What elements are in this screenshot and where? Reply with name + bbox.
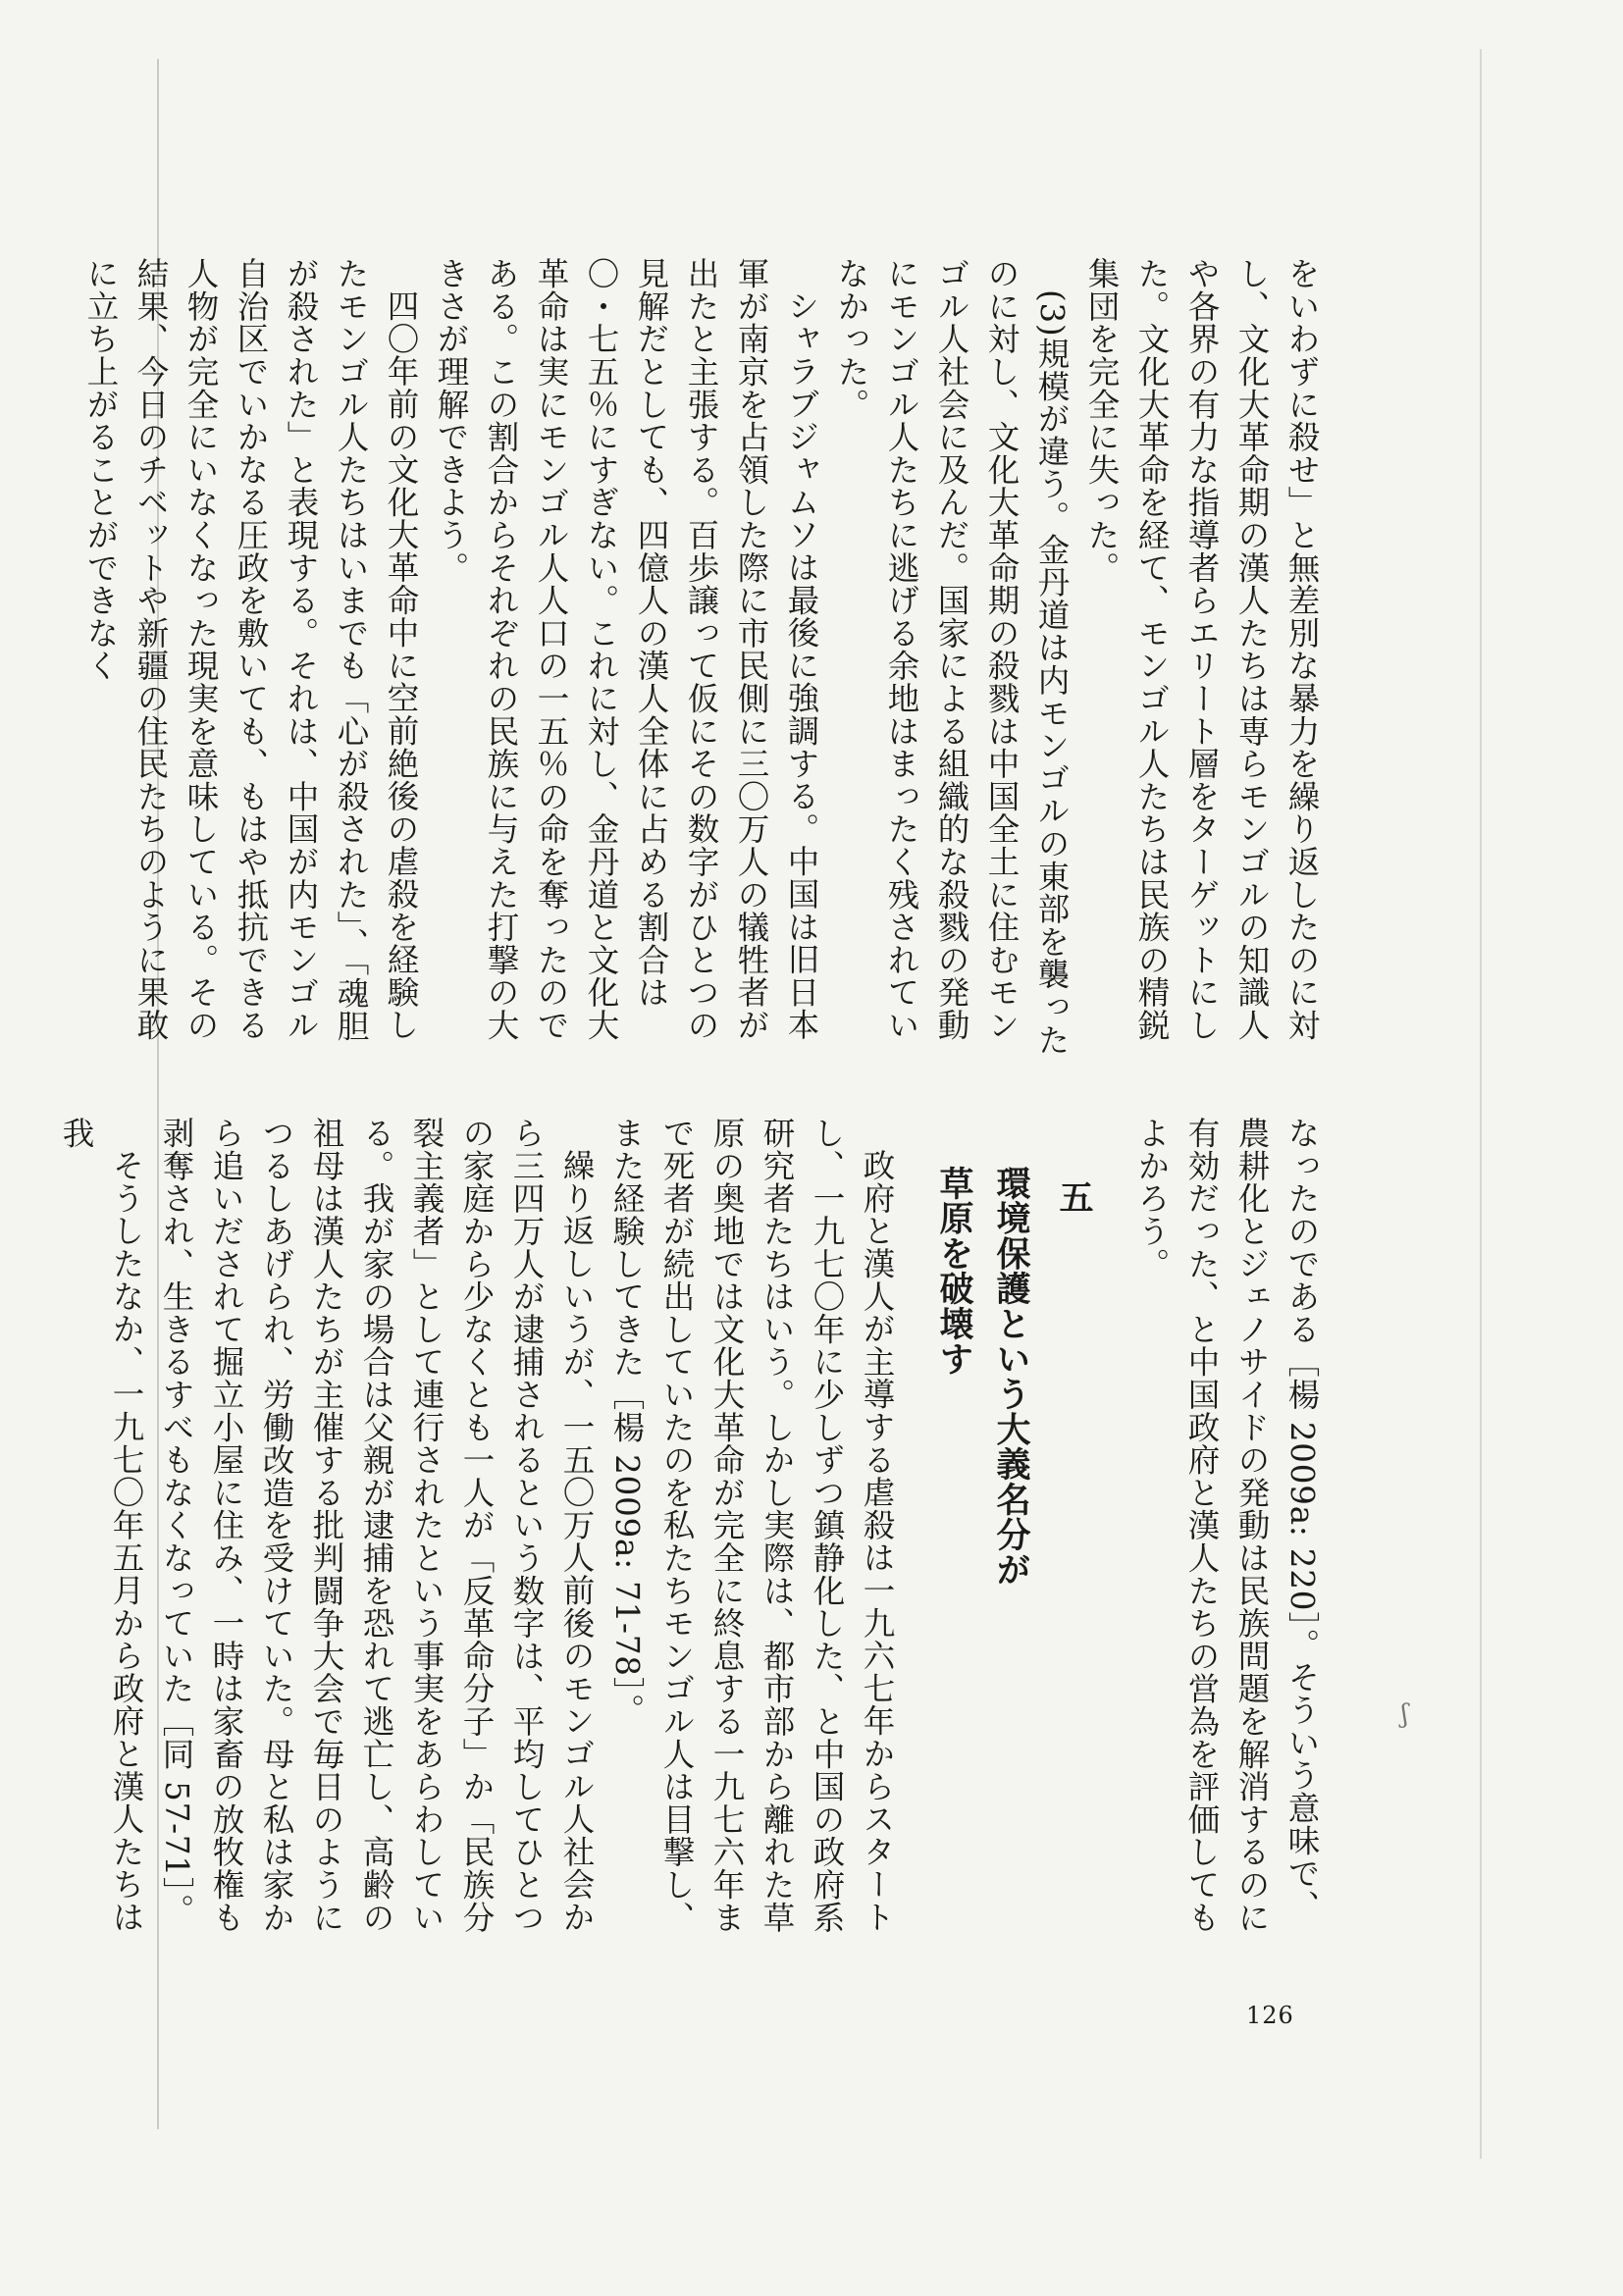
paragraph: 繰り返しいうが、一五〇万人前後のモンゴル人社会から三四万人が逮捕されるという数字は、平均してひとつの家庭から少なくとも一人が「反革命分子」か「民族分裂主義者」として連行されたという事実をあらわしている。我が家の場合は父親が逮捕を恐れて逃亡し、高齢の祖母は漢人たちが主催する批判闘争大会で毎日のようにつるしあげられ、労働改造を受けていた。母と私は家から追いだされて掘立小屋に住み、一時は家畜の放牧権も剥奪され、生きるすべもなくなっていた［同 57-71］。 [158,1117,596,1934]
paragraph: 政府と漢人が主導する虐殺は一九六七年からスタートし、一九七〇年に少しずつ鎮静化した、と中国の政府系研究者たちはいう。しかし実際は、都市部から離れた草原の奥地では文化大革命が完全に終息する一九七六年まで死者が続出していたのを私たちモンゴル人は目撃し、また経験してきた［楊 2009a: 71-78］。 [608,1117,896,1934]
paragraph: そうしたなか、一九七〇年五月から政府と漢人たちは我 [58,1117,145,1933]
section-heading-line-1: 環境保護という大義名分が [991,1166,1030,1588]
section-number: 五 [1054,1179,1094,1215]
page-number: 126 [1246,2002,1294,2029]
paragraph: をいわずに殺せ」と無差別な暴力を繰り返したのに対し、文化大革命期の漢人たちは専らモンゴルの知識人や各界の有力な指導者らエリート層をターゲットにした。文化大革命を経て、モンゴル人たちは民族の精鋭集団を完全に失った。 [1083,257,1321,1042]
scan-stray-mark: ʃ [1401,1699,1409,1729]
paragraph: なったのである［楊 2009a: 220］。そういう意味で、農耕化とジェノサイドの発動は民族問題を解消するのに有効だった、と中国政府と漢人たちの営為を評価してもよかろう。 [1133,1117,1321,1934]
paragraph: (3)規模が違う。金丹道は内モンゴルの東部を襲ったのに対し、文化大革命期の殺戮は中国全土に住むモンゴル人社会に及んだ。国家による組織的な殺戮の発動にモンゴル人たちに逃げる余地はまったく残されていなかった。 [833,257,1071,1056]
scan-edge-right [1480,49,1482,2159]
section-heading [925,1117,1039,1947]
lower-text-block [51,1117,1327,1947]
upper-text-block [76,257,1327,1071]
section-heading-line-2: 草原を破壊す [934,1166,973,1377]
paragraph: シャラブジャムソは最後に強調する。中国は旧日本軍が南京を占領した際に市民側に三〇万人の犠牲者が出たと主張する。百歩譲って仮にその数字がひとつの見解だとしても、四億人の漢人全体に占める割合は〇・七五％にすぎない。これに対し、金丹道と文化大革命は実にモンゴル人人口の一五％の命を奪ったのである。この割合からそれぞれの民族に与えた打撃の大きさが理解できよう。 [433,257,820,1042]
paragraph: 四〇年前の文化大革命中に空前絶後の虐殺を経験したモンゴル人たちはいまでも「心が殺された」、「魂胆が殺された」と表現する。それは、中国が内モンゴル自治区でいかなる圧政を敷いても、もはや抵抗できる人物が完全にいなくなった現実を意味している。その結果、今日のチベットや新疆の住民たちのように果敢に立ち上がることができなく [82,257,420,1042]
